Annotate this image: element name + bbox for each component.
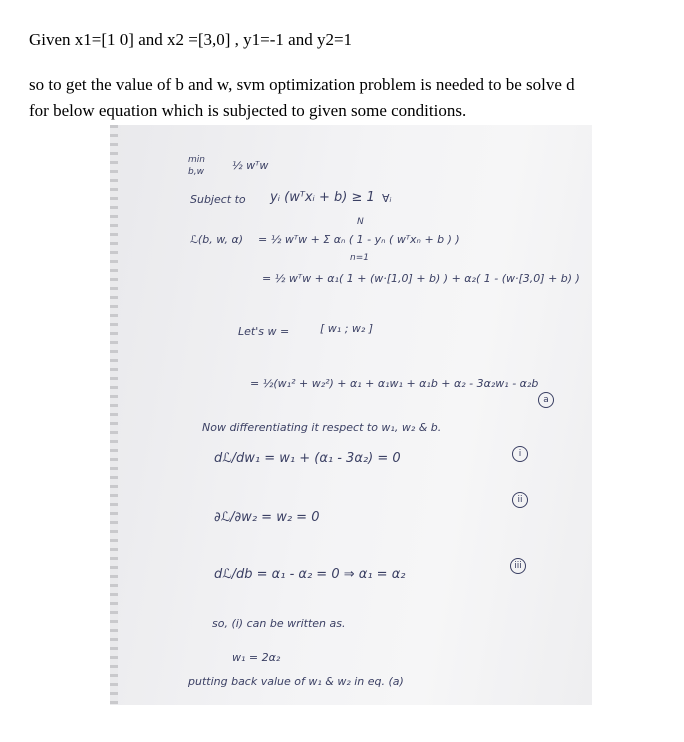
w-vector: [ w₁ ; w₂ ] (320, 322, 374, 335)
sum-upper-limit: N (357, 217, 364, 227)
lagrangian-lhs: ℒ(b, w, α) (190, 233, 244, 246)
tag-iii (510, 557, 526, 574)
lagrangian-rhs: = ½ wᵀw + Σ αₙ ( 1 - yₙ ( wᵀxₙ + b ) ) (258, 233, 460, 246)
so-line: so, (i) can be written as. (212, 617, 346, 630)
subject-to-label: Subject to (190, 193, 246, 206)
sum-lower-limit: n=1 (350, 253, 369, 263)
min-label: min (188, 155, 205, 165)
derivative-b: dℒ/db = α₁ - α₂ = 0 ⇒ α₁ = α₂ (214, 567, 406, 582)
description-line-1: so to get the value of b and w, svm optimization problem is needed to be solve d (29, 75, 575, 94)
lets-w-label: Let's w = (238, 325, 290, 338)
notebook-binding (110, 125, 118, 705)
description-paragraph (29, 72, 575, 124)
differentiating-line: Now differentiating it respect to w₁, w₂ & b. (202, 421, 442, 434)
derivative-w2: ∂ℒ/∂w₂ = w₂ = 0 (214, 510, 320, 525)
given-values-line: Given x1=[1 0] and x2 =[3,0] , y1=-1 and y2=1 (29, 30, 353, 49)
tag-i-circle: i (512, 446, 528, 462)
objective-expression: ½ wᵀw (232, 159, 269, 172)
eq-a-tag (538, 391, 554, 408)
min-subscript: b,w (188, 167, 204, 177)
derivative-w1: dℒ/dw₁ = w₁ + (α₁ - 3α₂) = 0 (214, 451, 401, 466)
putting-back-line: putting back value of w₁ & w₂ in eq. (a) (188, 675, 404, 688)
forall-label: ∀ᵢ (382, 192, 392, 205)
description-line-2: for below equation which is subjected to given some conditions. (29, 101, 467, 120)
tag-i (512, 445, 528, 462)
constraint-expression: yᵢ (wᵀxᵢ + b) ≥ 1 (270, 190, 375, 205)
substituted-expression: = ½(w₁² + w₂²) + α₁ + α₁w₁ + α₁b + α₂ - 3α₂w₁ - α₂b (250, 377, 539, 390)
tag-ii-circle: ii (512, 492, 528, 508)
tag-ii (512, 491, 528, 508)
w1-equation: w₁ = 2α₂ (232, 651, 281, 664)
tag-iii-circle: iii (510, 558, 526, 574)
handwritten-notes-photo (110, 125, 592, 705)
eq-a-circle: a (538, 392, 554, 408)
expanded-expression: = ½ wᵀw + α₁( 1 + (w·[1,0] + b) ) + α₂( 1 - (w·[3,0] + b) ) (262, 272, 580, 285)
